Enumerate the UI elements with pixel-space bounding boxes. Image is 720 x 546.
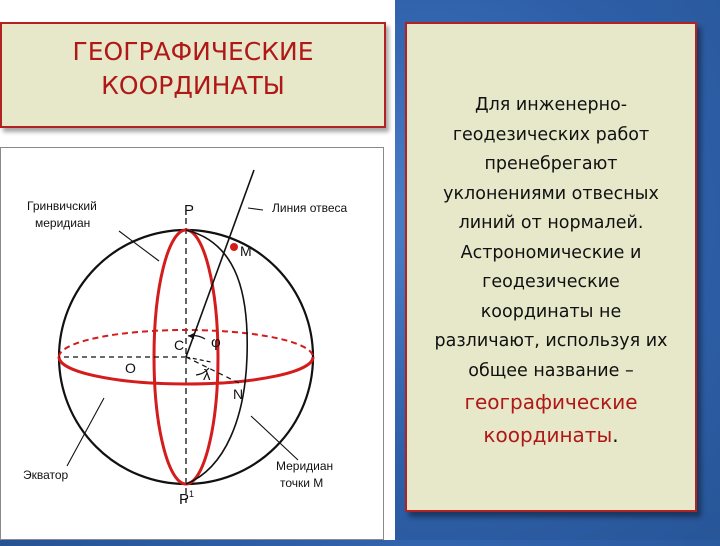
- label-m: M: [240, 243, 252, 259]
- label-equator: Экватор: [23, 468, 69, 482]
- body-line-2: геодезических работ: [452, 124, 650, 145]
- highlight-line-2: [413, 419, 689, 452]
- body-text: [407, 91, 695, 452]
- label-p-south-superscript: 1: [189, 489, 195, 499]
- body-line-6: Астрономические и: [460, 242, 642, 263]
- body-line-5: линий от нормалей.: [458, 213, 644, 233]
- label-p-south-letter: P: [179, 491, 190, 508]
- title-box: [0, 22, 386, 128]
- point-m: [230, 243, 238, 251]
- slide-title: [72, 35, 313, 103]
- label-plumb-line: Линия отвеса: [272, 201, 348, 215]
- label-c: C: [174, 337, 185, 353]
- label-lambda: λ: [203, 367, 211, 384]
- latitude-arrow: [188, 333, 194, 339]
- geographic-coordinates-diagram: [1, 148, 385, 541]
- equator-leader: [67, 398, 104, 466]
- label-p-south: [179, 489, 194, 508]
- text-box: [405, 22, 697, 512]
- label-p-north: P: [184, 202, 195, 219]
- diagram-panel: [0, 147, 384, 540]
- label-meridian-m-2: точки M: [280, 476, 324, 490]
- body-line-7: геодезические: [482, 272, 620, 292]
- label-phi: φ: [211, 334, 221, 351]
- body-line-10: общее название –: [468, 360, 634, 381]
- meridian-m-leader: [251, 416, 298, 460]
- plumb-line-leader: [248, 208, 263, 210]
- highlight-word: координаты: [483, 423, 613, 447]
- body-line-1: Для инженерно-: [474, 95, 628, 115]
- body-line-4: уклонениями отвесных: [443, 183, 659, 204]
- label-o: O: [125, 360, 136, 376]
- body-line-9: различают, используя их: [434, 331, 668, 351]
- body-line-3: пренебрегают: [484, 154, 618, 174]
- radius-to-n: [186, 357, 241, 384]
- label-meridian: меридиан: [35, 216, 91, 230]
- label-n: N: [233, 386, 244, 402]
- highlight-period: .: [612, 423, 619, 447]
- body-line-8: координаты не: [480, 301, 622, 322]
- plumb-line: [186, 170, 254, 357]
- highlight-line-1: географические: [464, 390, 638, 414]
- title-line-1: ГЕОГРАФИЧЕСКИЕ: [72, 37, 314, 66]
- label-meridian-m-1: Меридиан: [276, 459, 334, 473]
- title-line-2: КООРДИНАТЫ: [101, 71, 285, 100]
- label-greenwich: Гринвичский: [27, 199, 97, 213]
